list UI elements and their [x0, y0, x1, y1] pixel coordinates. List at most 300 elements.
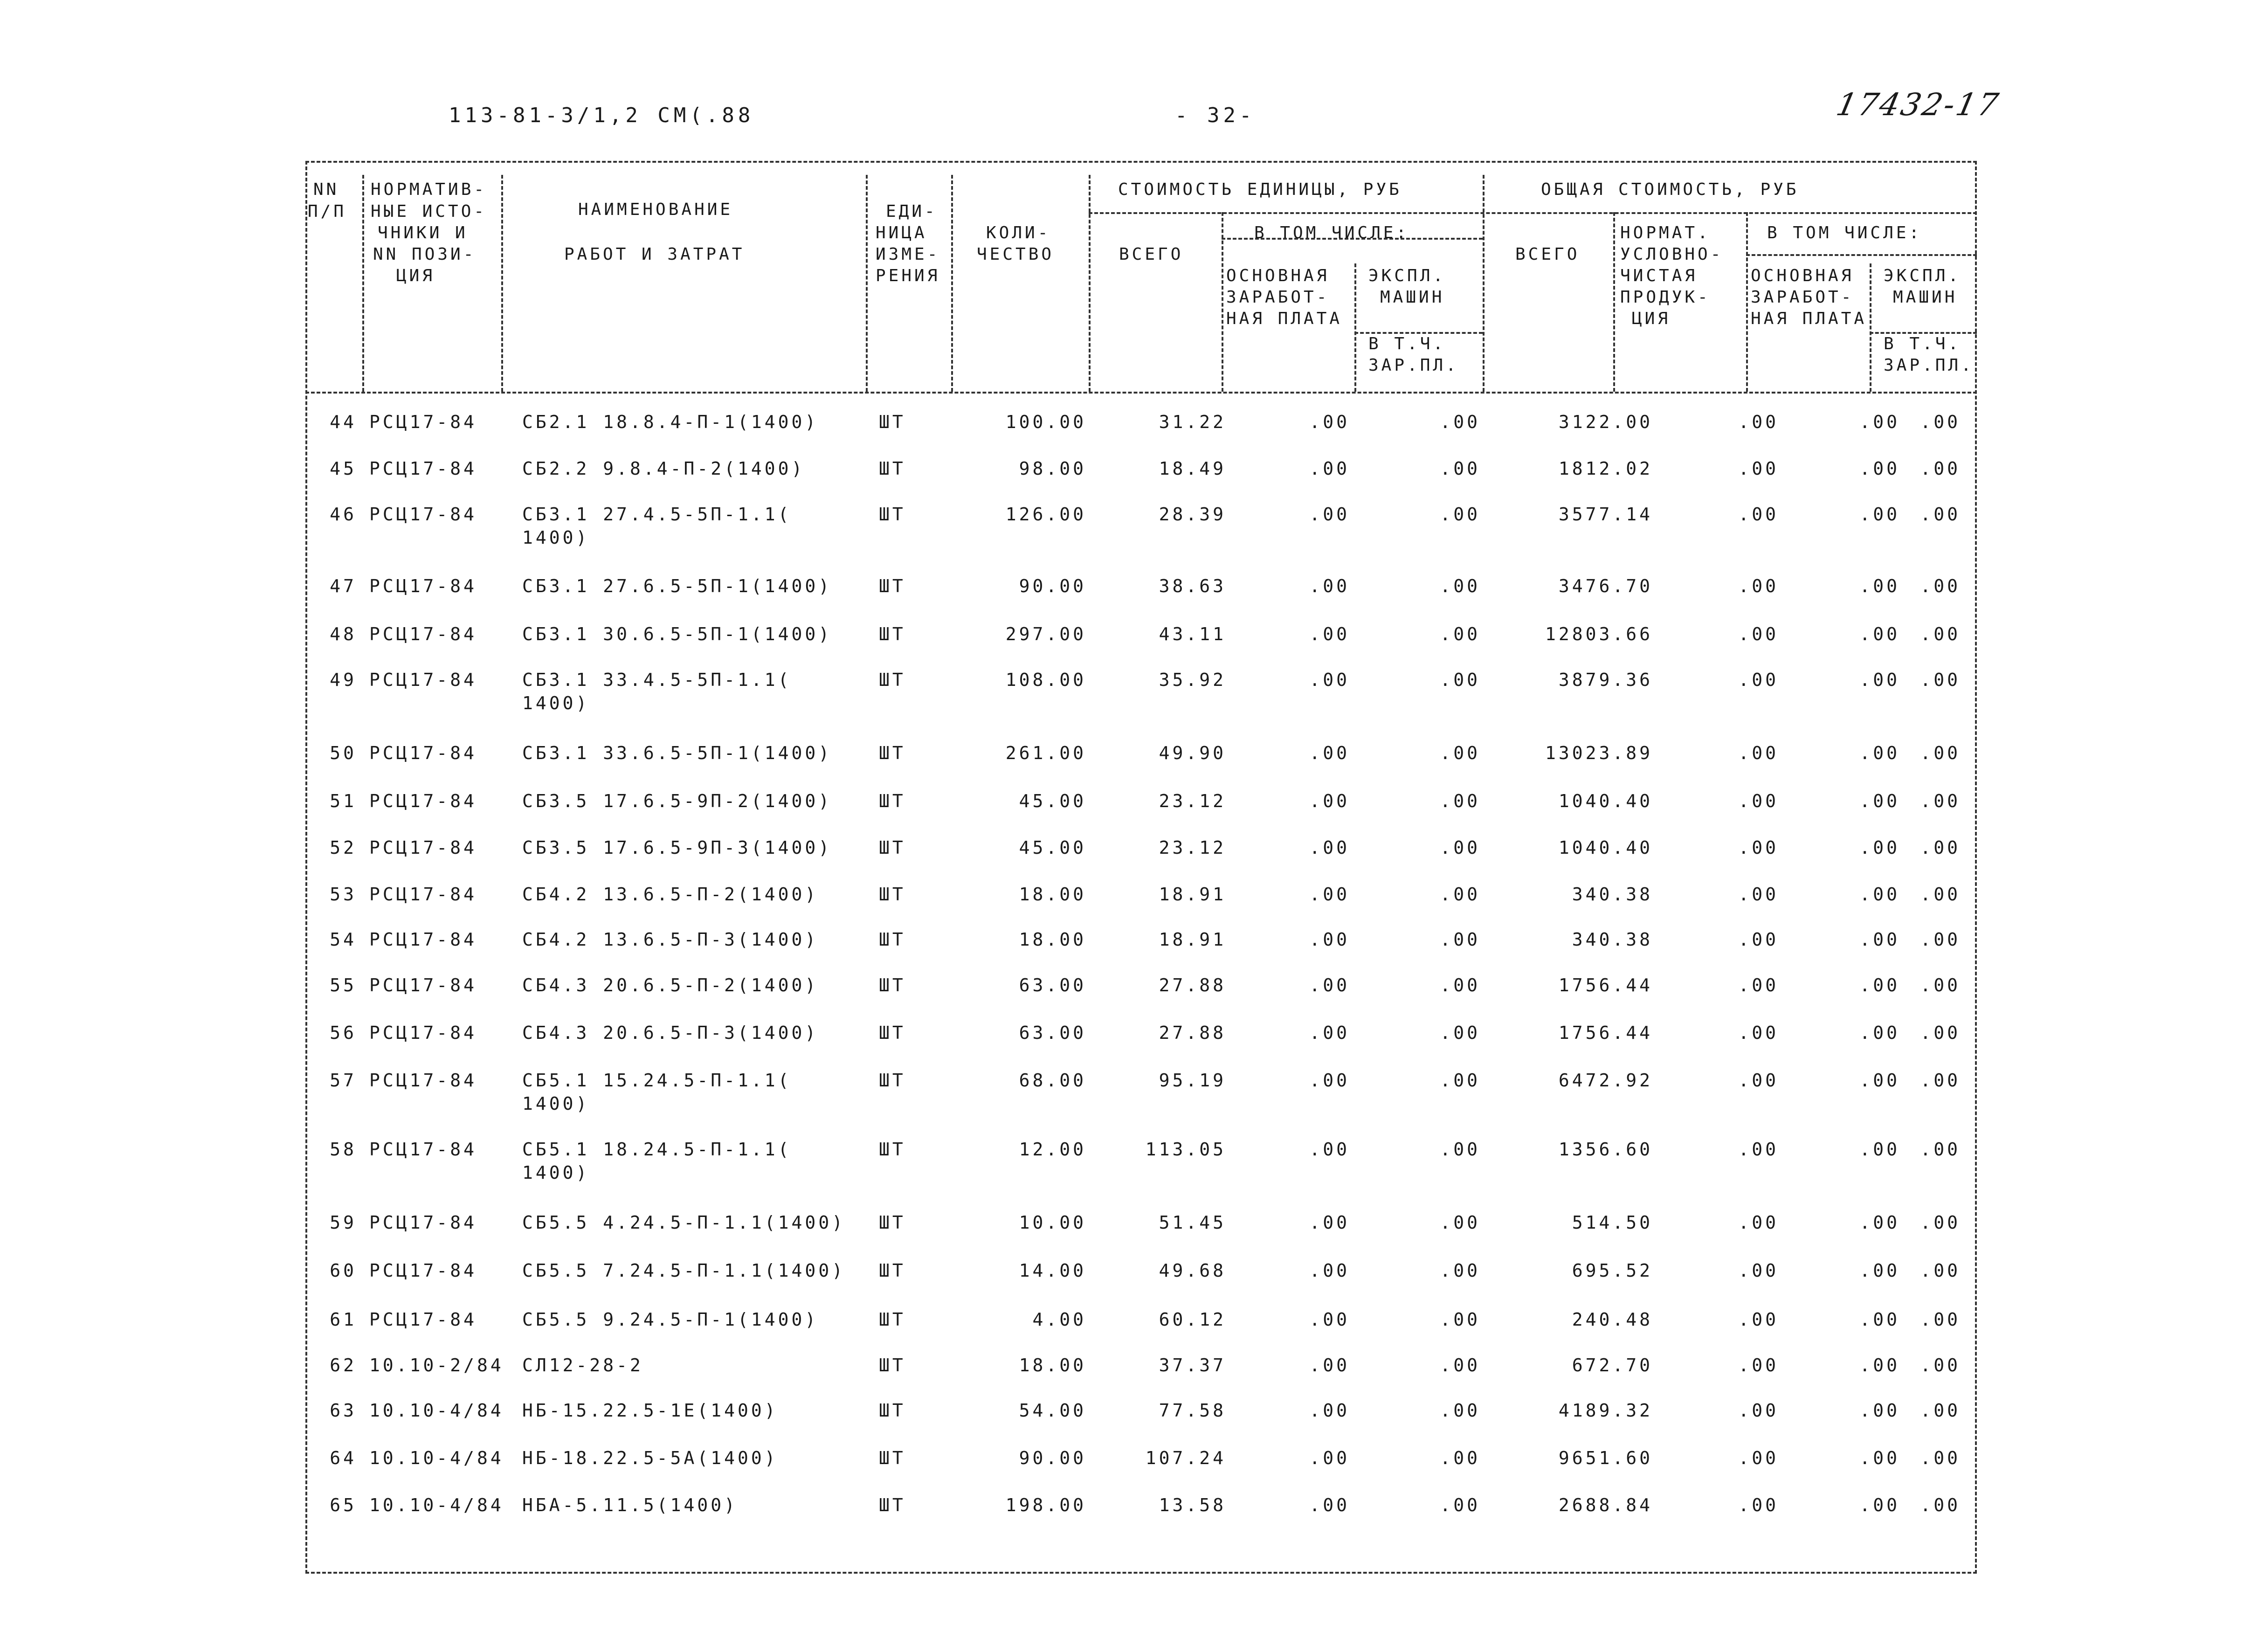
- cell-num: 47: [330, 576, 357, 596]
- cell-name: 1400): [522, 1162, 590, 1183]
- cell-norm: .00: [1738, 1260, 1779, 1281]
- cell-unit-total: 49.90: [1159, 743, 1226, 763]
- cell-mach: .00: [1920, 1309, 1961, 1330]
- cell-mach: .00: [1920, 837, 1961, 858]
- cell-unit-wage: .00: [1309, 1400, 1350, 1421]
- cell-unit-wage: .00: [1309, 670, 1350, 690]
- cell-norm: .00: [1738, 791, 1779, 811]
- cell-unit-wage: .00: [1309, 576, 1350, 596]
- cell-mach: .00: [1920, 504, 1961, 525]
- cell-qty: 4.00: [1032, 1309, 1086, 1330]
- header-norm: ЦИЯ: [396, 266, 435, 285]
- cell-unit: ШТ: [879, 1212, 906, 1233]
- cell-unit-total: 27.88: [1159, 1023, 1226, 1043]
- cell-num: 64: [330, 1448, 357, 1468]
- header-total-incl-wage: ЗАР.ПЛ.: [1884, 356, 1974, 375]
- col-divider-unit-total: [1222, 212, 1223, 392]
- cell-unit-total: 18.49: [1159, 458, 1226, 479]
- cell-name: СБ4.2 13.6.5-П-2(1400): [522, 884, 819, 905]
- col-divider-qty: [1089, 175, 1091, 392]
- cell-unit: ШТ: [879, 1023, 906, 1043]
- cell-mach: .00: [1920, 1355, 1961, 1376]
- cell-name: СБ3.1 27.4.5-5П-1.1(: [522, 504, 792, 525]
- cell-wage: .00: [1859, 929, 1900, 950]
- cell-unit: ШТ: [879, 929, 906, 950]
- table-row: [305, 883, 1977, 911]
- cell-src: РСЦ17-84: [369, 1212, 477, 1233]
- cell-qty: 63.00: [1019, 1023, 1086, 1043]
- col-divider-unit: [951, 175, 953, 392]
- cell-wage: .00: [1859, 884, 1900, 905]
- cell-unit-wage: .00: [1309, 1070, 1350, 1091]
- cell-unit: ШТ: [879, 458, 906, 479]
- cell-unit-mach: .00: [1440, 576, 1480, 596]
- cell-src: РСЦ17-84: [369, 1070, 477, 1091]
- cell-num: 60: [330, 1260, 357, 1281]
- header-unit-cost: СТОИМОСТЬ ЕДИНИЦЫ, РУБ: [1118, 180, 1402, 199]
- cell-num: 54: [330, 929, 357, 950]
- cell-total: 4189.32: [1558, 1400, 1653, 1421]
- header-unit-incl-wage: ЗАР.ПЛ.: [1368, 356, 1459, 375]
- cell-mach: .00: [1920, 412, 1961, 432]
- cell-norm: .00: [1738, 1495, 1779, 1515]
- cell-num: 59: [330, 1212, 357, 1233]
- header-qty: КОЛИ-: [986, 223, 1051, 242]
- table-row: [305, 410, 1977, 438]
- cell-num: 63: [330, 1400, 357, 1421]
- cell-src: РСЦ17-84: [369, 884, 477, 905]
- header-bottom-line: [305, 392, 1977, 394]
- cell-name: СБ4.3 20.6.5-П-3(1400): [522, 1023, 819, 1043]
- cell-total: 3122.00: [1558, 412, 1653, 432]
- cell-unit-mach: .00: [1440, 791, 1480, 811]
- cell-total: 9651.60: [1558, 1448, 1653, 1468]
- table-row: [305, 1211, 1977, 1239]
- cell-name: СБ4.3 20.6.5-П-2(1400): [522, 975, 819, 995]
- cell-mach: .00: [1920, 1070, 1961, 1091]
- cell-src: РСЦ17-84: [369, 670, 477, 690]
- header-norm-prod: НОРМАТ.: [1620, 223, 1711, 242]
- cell-src: 10.10-2/84: [369, 1355, 504, 1376]
- cell-qty: 54.00: [1019, 1400, 1086, 1421]
- cell-unit: ШТ: [879, 1355, 906, 1376]
- table-row: [305, 1021, 1977, 1049]
- table-row: [305, 1308, 1977, 1336]
- header-norm-prod: УСЛОВНО-: [1620, 245, 1724, 264]
- cell-name: СБ3.1 30.6.5-5П-1(1400): [522, 624, 832, 644]
- cell-mach: .00: [1920, 670, 1961, 690]
- cell-wage: .00: [1859, 504, 1900, 525]
- header-total-cost: ОБЩАЯ СТОИМОСТЬ, РУБ: [1541, 180, 1799, 199]
- cell-total: 672.70: [1572, 1355, 1653, 1376]
- header-qty: ЧЕСТВО: [977, 245, 1055, 264]
- cell-unit-wage: .00: [1309, 1023, 1350, 1043]
- cell-unit-total: 113.05: [1145, 1139, 1226, 1160]
- cell-unit-total: 37.37: [1159, 1355, 1226, 1376]
- col-divider-src: [501, 175, 503, 392]
- cell-qty: 261.00: [1005, 743, 1086, 763]
- cell-mach: .00: [1920, 1212, 1961, 1233]
- cell-wage: .00: [1859, 743, 1900, 763]
- cell-name: СБ4.2 13.6.5-П-3(1400): [522, 929, 819, 950]
- header-total-mach: МАШИН: [1893, 288, 1958, 307]
- cell-name: 1400): [522, 527, 590, 548]
- cell-num: 50: [330, 743, 357, 763]
- header-norm: НЫЕ ИСТО-: [371, 202, 487, 221]
- cell-src: РСЦ17-84: [369, 576, 477, 596]
- cell-unit-wage: .00: [1309, 929, 1350, 950]
- header-unit-mach: ЭКСПЛ.: [1368, 266, 1446, 285]
- cell-unit-total: 23.12: [1159, 837, 1226, 858]
- table-row: [305, 457, 1977, 485]
- cell-name: 1400): [522, 1093, 590, 1114]
- cell-name: СБ5.1 18.24.5-П-1.1(: [522, 1139, 792, 1160]
- cell-num: 51: [330, 791, 357, 811]
- cell-unit-wage: .00: [1309, 1448, 1350, 1468]
- cell-unit-total: 60.12: [1159, 1309, 1226, 1330]
- cell-qty: 90.00: [1019, 576, 1086, 596]
- header-unit-total: ВСЕГО: [1119, 245, 1184, 264]
- header-norm: ЧНИКИ И: [378, 223, 468, 242]
- cell-name: СБ3.1 27.6.5-5П-1(1400): [522, 576, 832, 596]
- cell-unit-wage: .00: [1309, 1355, 1350, 1376]
- table-row: [305, 789, 1977, 817]
- cell-src: РСЦ17-84: [369, 412, 477, 432]
- cell-qty: 18.00: [1019, 884, 1086, 905]
- cell-unit-wage: .00: [1309, 624, 1350, 644]
- cell-unit: ШТ: [879, 975, 906, 995]
- cell-wage: .00: [1859, 1495, 1900, 1515]
- cell-qty: 10.00: [1019, 1212, 1086, 1233]
- cell-num: 65: [330, 1495, 357, 1515]
- cell-qty: 18.00: [1019, 929, 1086, 950]
- cell-num: 58: [330, 1139, 357, 1160]
- cell-num: 48: [330, 624, 357, 644]
- header-total-incl: В ТОМ ЧИСЛЕ:: [1767, 223, 1922, 242]
- cell-wage: .00: [1859, 1400, 1900, 1421]
- header-num: П/П: [308, 202, 347, 221]
- cell-qty: 297.00: [1005, 624, 1086, 644]
- cell-unit-total: 49.68: [1159, 1260, 1226, 1281]
- cell-name: СБ3.5 17.6.5-9П-2(1400): [522, 791, 832, 811]
- table-row: [305, 974, 1977, 1002]
- cell-wage: .00: [1859, 791, 1900, 811]
- cell-unit-wage: .00: [1309, 458, 1350, 479]
- header-unit-wage: ЗАРАБОТ-: [1226, 288, 1330, 307]
- cell-name: НБ-15.22.5-1Е(1400): [522, 1400, 778, 1421]
- cell-qty: 68.00: [1019, 1070, 1086, 1091]
- cell-src: РСЦ17-84: [369, 929, 477, 950]
- cell-qty: 198.00: [1005, 1495, 1086, 1515]
- cell-name: 1400): [522, 693, 590, 713]
- cell-wage: .00: [1859, 412, 1900, 432]
- header-unit: НИЦА: [876, 223, 927, 242]
- cell-unit-total: 107.24: [1145, 1448, 1226, 1468]
- cell-qty: 126.00: [1005, 504, 1086, 525]
- cell-unit-total: 31.22: [1159, 412, 1226, 432]
- cell-qty: 100.00: [1005, 412, 1086, 432]
- cell-unit: ШТ: [879, 1400, 906, 1421]
- cell-unit-wage: .00: [1309, 743, 1350, 763]
- cell-num: 62: [330, 1355, 357, 1376]
- cell-mach: .00: [1920, 1260, 1961, 1281]
- cell-unit-wage: .00: [1309, 412, 1350, 432]
- cell-name: СБ5.5 4.24.5-П-1.1(1400): [522, 1212, 846, 1233]
- header-norm-prod: ПРОДУК-: [1620, 288, 1711, 307]
- cell-unit-total: 18.91: [1159, 884, 1226, 905]
- cell-mach: .00: [1920, 1023, 1961, 1043]
- cell-unit-wage: .00: [1309, 1260, 1350, 1281]
- cell-unit-mach: .00: [1440, 1400, 1480, 1421]
- cell-norm: .00: [1738, 1355, 1779, 1376]
- cell-src: РСЦ17-84: [369, 1139, 477, 1160]
- header-norm: NN ПОЗИ-: [373, 245, 476, 264]
- cell-src: 10.10-4/84: [369, 1495, 504, 1515]
- cell-name: СБ3.1 33.6.5-5П-1(1400): [522, 743, 832, 763]
- cell-total: 340.38: [1572, 929, 1653, 950]
- table-row: [305, 1399, 1977, 1427]
- cell-src: 10.10-4/84: [369, 1400, 504, 1421]
- cell-num: 61: [330, 1309, 357, 1330]
- cell-norm: .00: [1738, 1309, 1779, 1330]
- table-row: [305, 1259, 1977, 1287]
- cell-wage: .00: [1859, 1212, 1900, 1233]
- header-unit: РЕНИЯ: [876, 266, 940, 285]
- header-total-mach: ЭКСПЛ.: [1884, 266, 1961, 285]
- cell-wage: .00: [1859, 576, 1900, 596]
- cell-total: 3476.70: [1558, 576, 1653, 596]
- cell-src: РСЦ17-84: [369, 1260, 477, 1281]
- cell-norm: .00: [1738, 1448, 1779, 1468]
- cell-src: РСЦ17-84: [369, 1309, 477, 1330]
- col-divider-cost-groups: [1483, 175, 1485, 392]
- cell-norm: .00: [1738, 1070, 1779, 1091]
- table-row: [305, 1354, 1977, 1382]
- cell-src: РСЦ17-84: [369, 1023, 477, 1043]
- cell-unit-mach: .00: [1440, 1495, 1480, 1515]
- cell-wage: .00: [1859, 975, 1900, 995]
- cell-wage: .00: [1859, 1139, 1900, 1160]
- cell-name: СБ5.1 15.24.5-П-1.1(: [522, 1070, 792, 1091]
- cell-unit-wage: .00: [1309, 791, 1350, 811]
- header-unit-incl: В ТОМ ЧИСЛЕ:: [1254, 223, 1409, 242]
- cell-unit: ШТ: [879, 670, 906, 690]
- cell-num: 44: [330, 412, 357, 432]
- cell-total: 1040.40: [1558, 791, 1653, 811]
- cell-unit-wage: .00: [1309, 1309, 1350, 1330]
- cell-unit-mach: .00: [1440, 1309, 1480, 1330]
- cell-unit-mach: .00: [1440, 412, 1480, 432]
- cell-mach: .00: [1920, 929, 1961, 950]
- cell-wage: .00: [1859, 458, 1900, 479]
- table-row: [305, 1493, 1977, 1521]
- cell-mach: .00: [1920, 458, 1961, 479]
- cell-name: СБ3.5 17.6.5-9П-3(1400): [522, 837, 832, 858]
- document-code: 113-81-3/1,2 СМ(.88: [449, 104, 754, 127]
- cell-norm: .00: [1738, 1139, 1779, 1160]
- cell-name: СБ2.1 18.8.4-П-1(1400): [522, 412, 819, 432]
- header-unit: ИЗМЕ-: [876, 245, 940, 264]
- cell-total: 1756.44: [1558, 975, 1653, 995]
- cell-wage: .00: [1859, 837, 1900, 858]
- cell-unit-wage: .00: [1309, 1212, 1350, 1233]
- table-row: [305, 928, 1977, 956]
- cell-unit-mach: .00: [1440, 504, 1480, 525]
- header-total-incl-wage: В Т.Ч.: [1884, 334, 1961, 353]
- cell-qty: 90.00: [1019, 1448, 1086, 1468]
- cell-mach: .00: [1920, 576, 1961, 596]
- cell-norm: .00: [1738, 670, 1779, 690]
- cell-unit-wage: .00: [1309, 1139, 1350, 1160]
- cell-unit-mach: .00: [1440, 1212, 1480, 1233]
- col-divider-unit-wage: [1354, 263, 1356, 392]
- cell-norm: .00: [1738, 624, 1779, 644]
- cell-unit-mach: .00: [1440, 458, 1480, 479]
- total-incl-divider: [1746, 254, 1977, 256]
- table-row: [305, 1069, 1977, 1114]
- cell-unit-mach: .00: [1440, 1139, 1480, 1160]
- cell-total: 1356.60: [1558, 1139, 1653, 1160]
- cell-unit-mach: .00: [1440, 884, 1480, 905]
- cell-unit-total: 77.58: [1159, 1400, 1226, 1421]
- cell-qty: 45.00: [1019, 837, 1086, 858]
- header-norm: НОРМАТИВ-: [371, 180, 487, 199]
- cell-name: НБ-18.22.5-5А(1400): [522, 1448, 778, 1468]
- cell-unit-wage: .00: [1309, 504, 1350, 525]
- cell-src: 10.10-4/84: [369, 1448, 504, 1468]
- header-total-wage: ОСНОВНАЯ: [1751, 266, 1854, 285]
- cell-num: 49: [330, 670, 357, 690]
- cell-src: РСЦ17-84: [369, 504, 477, 525]
- cell-unit-mach: .00: [1440, 743, 1480, 763]
- cell-total: 514.50: [1572, 1212, 1653, 1233]
- cell-unit-total: 28.39: [1159, 504, 1226, 525]
- cell-unit-total: 95.19: [1159, 1070, 1226, 1091]
- cell-num: 57: [330, 1070, 357, 1091]
- cell-unit: ШТ: [879, 1448, 906, 1468]
- cell-wage: .00: [1859, 1355, 1900, 1376]
- cell-total: 240.48: [1572, 1309, 1653, 1330]
- cell-unit: ШТ: [879, 412, 906, 432]
- cell-unit-mach: .00: [1440, 624, 1480, 644]
- header-num: NN: [313, 180, 339, 199]
- cell-wage: .00: [1859, 624, 1900, 644]
- table-row: [305, 836, 1977, 864]
- cell-unit: ШТ: [879, 884, 906, 905]
- cell-src: РСЦ17-84: [369, 743, 477, 763]
- cell-norm: .00: [1738, 412, 1779, 432]
- cell-norm: .00: [1738, 1212, 1779, 1233]
- cell-num: 46: [330, 504, 357, 525]
- cell-mach: .00: [1920, 1400, 1961, 1421]
- cell-unit-total: 38.63: [1159, 576, 1226, 596]
- cell-wage: .00: [1859, 1448, 1900, 1468]
- cell-unit-mach: .00: [1440, 975, 1480, 995]
- cell-norm: .00: [1738, 458, 1779, 479]
- col-divider-num: [362, 175, 364, 392]
- cell-name: СБ5.5 9.24.5-П-1(1400): [522, 1309, 819, 1330]
- cell-mach: .00: [1920, 884, 1961, 905]
- cell-total: 340.38: [1572, 884, 1653, 905]
- page-number: - 32-: [1175, 104, 1256, 127]
- cell-wage: .00: [1859, 1070, 1900, 1091]
- cell-unit: ШТ: [879, 504, 906, 525]
- table-row: [305, 574, 1977, 602]
- cell-total: 6472.92: [1558, 1070, 1653, 1091]
- cell-unit-total: 51.45: [1159, 1212, 1226, 1233]
- cell-total: 695.52: [1572, 1260, 1653, 1281]
- cell-norm: .00: [1738, 837, 1779, 858]
- header-unit-wage: НАЯ ПЛАТА: [1226, 309, 1343, 328]
- cell-total: 2688.84: [1558, 1495, 1653, 1515]
- header-norm-prod: ЧИСТАЯ: [1620, 266, 1698, 285]
- cell-qty: 14.00: [1019, 1260, 1086, 1281]
- header-total-wage: НАЯ ПЛАТА: [1751, 309, 1867, 328]
- header-unit-mach: МАШИН: [1380, 288, 1445, 307]
- cell-total: 13023.89: [1545, 743, 1653, 763]
- cell-unit-total: 43.11: [1159, 624, 1226, 644]
- table-row: [305, 668, 1977, 713]
- cell-unit-total: 23.12: [1159, 791, 1226, 811]
- cell-qty: 63.00: [1019, 975, 1086, 995]
- header-name: РАБОТ И ЗАТРАТ: [564, 245, 745, 264]
- cell-qty: 12.00: [1019, 1139, 1086, 1160]
- col-divider-norm: [1746, 212, 1748, 392]
- header-name: НАИМЕНОВАНИЕ: [578, 200, 733, 219]
- cell-src: РСЦ17-84: [369, 624, 477, 644]
- cell-norm: .00: [1738, 884, 1779, 905]
- cell-src: РСЦ17-84: [369, 837, 477, 858]
- cell-wage: .00: [1859, 1309, 1900, 1330]
- cell-norm: .00: [1738, 504, 1779, 525]
- cell-name: СБ3.1 33.4.5-5П-1.1(: [522, 670, 792, 690]
- cell-unit-mach: .00: [1440, 1448, 1480, 1468]
- cell-norm: .00: [1738, 743, 1779, 763]
- cell-unit: ШТ: [879, 1495, 906, 1515]
- col-divider-total-wage: [1870, 263, 1871, 392]
- cell-total: 1040.40: [1558, 837, 1653, 858]
- cell-qty: 45.00: [1019, 791, 1086, 811]
- cell-unit-wage: .00: [1309, 975, 1350, 995]
- cell-name: НБА-5.11.5(1400): [522, 1495, 738, 1515]
- cell-unit-wage: .00: [1309, 884, 1350, 905]
- cell-num: 56: [330, 1023, 357, 1043]
- cell-src: РСЦ17-84: [369, 975, 477, 995]
- cell-num: 55: [330, 975, 357, 995]
- cell-unit-mach: .00: [1440, 1070, 1480, 1091]
- cell-unit: ШТ: [879, 791, 906, 811]
- cell-mach: .00: [1920, 1495, 1961, 1515]
- cell-unit-mach: .00: [1440, 837, 1480, 858]
- cell-unit-wage: .00: [1309, 837, 1350, 858]
- cell-unit-mach: .00: [1440, 929, 1480, 950]
- cell-unit: ШТ: [879, 837, 906, 858]
- cell-name: СЛ12-28-2: [522, 1355, 643, 1376]
- cell-norm: .00: [1738, 929, 1779, 950]
- cell-unit: ШТ: [879, 1139, 906, 1160]
- cell-unit: ШТ: [879, 743, 906, 763]
- header-unit-incl-wage: В Т.Ч.: [1368, 334, 1446, 353]
- cell-unit-mach: .00: [1440, 1260, 1480, 1281]
- cell-unit-total: 13.58: [1159, 1495, 1226, 1515]
- cell-unit-total: 27.88: [1159, 975, 1226, 995]
- cell-unit: ШТ: [879, 624, 906, 644]
- cell-name: СБ5.5 7.24.5-П-1.1(1400): [522, 1260, 846, 1281]
- cell-wage: .00: [1859, 670, 1900, 690]
- header-unit-wage: ОСНОВНАЯ: [1226, 266, 1330, 285]
- header-unit: ЕДИ-: [886, 202, 938, 221]
- table-row: [305, 1138, 1977, 1183]
